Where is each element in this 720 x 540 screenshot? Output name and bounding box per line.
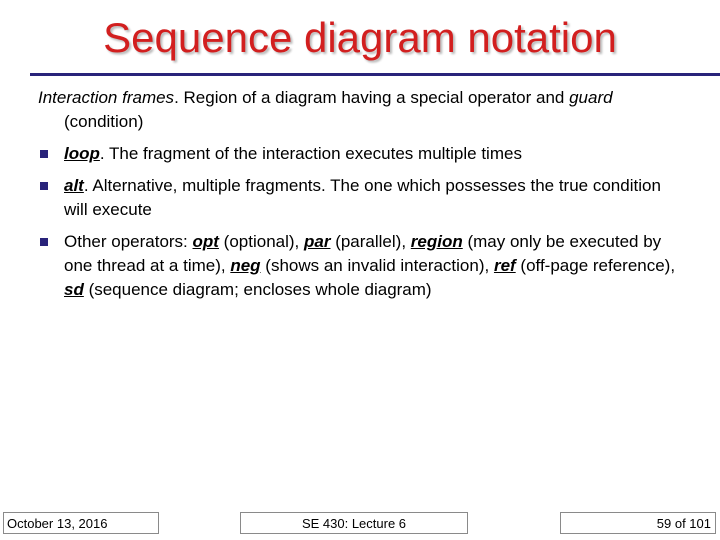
underline-end-mark bbox=[680, 68, 720, 80]
keyword-alt: alt bbox=[64, 176, 84, 195]
keyword-loop: loop bbox=[64, 144, 100, 163]
bullet-square-icon bbox=[40, 150, 48, 158]
intro-term: Interaction frames bbox=[38, 88, 175, 107]
bullet-square-icon bbox=[40, 182, 48, 190]
keyword-par: par bbox=[304, 232, 331, 251]
par-desc: (parallel), bbox=[330, 232, 411, 251]
keyword-ref: ref bbox=[493, 256, 516, 275]
opt-desc: (optional), bbox=[218, 232, 304, 251]
keyword-opt: opt bbox=[192, 232, 219, 251]
footer-page-number: 59 of 101 bbox=[560, 512, 716, 534]
intro-text-1: . Region of a diagram having a special operator and bbox=[174, 88, 570, 107]
ref-desc: (off-page reference), bbox=[515, 256, 676, 275]
bullet-alt-text: . Alternative, multiple fragments. The one which possesses the true condition will execute bbox=[64, 176, 661, 219]
intro-text-2: (condition) bbox=[64, 112, 144, 131]
bullet-loop-text: . The fragment of the interaction executes multiple times bbox=[99, 144, 522, 163]
bullet-square-icon bbox=[40, 238, 48, 246]
slide-body bbox=[38, 86, 688, 310]
title-underline bbox=[30, 73, 720, 76]
footer-date: October 13, 2016 bbox=[3, 512, 159, 534]
bullet-loop bbox=[38, 142, 688, 166]
region-desc: (may only be executed by one thread at a time), bbox=[64, 232, 662, 275]
sd-desc: (sequence diagram; encloses whole diagram) bbox=[83, 280, 432, 299]
keyword-sd: sd bbox=[64, 280, 84, 299]
keyword-region: region bbox=[410, 232, 463, 251]
bullet-alt bbox=[38, 174, 688, 222]
keyword-neg: neg bbox=[230, 256, 261, 275]
bullet-other-operators bbox=[38, 230, 688, 302]
footer-course: SE 430: Lecture 6 bbox=[240, 512, 468, 534]
slide-title: Sequence diagram notation bbox=[103, 14, 617, 61]
other-lead: Other operators: bbox=[64, 232, 193, 251]
intro-guard: guard bbox=[569, 88, 613, 107]
intro-paragraph bbox=[38, 86, 688, 134]
neg-desc: (shows an invalid interaction), bbox=[260, 256, 494, 275]
